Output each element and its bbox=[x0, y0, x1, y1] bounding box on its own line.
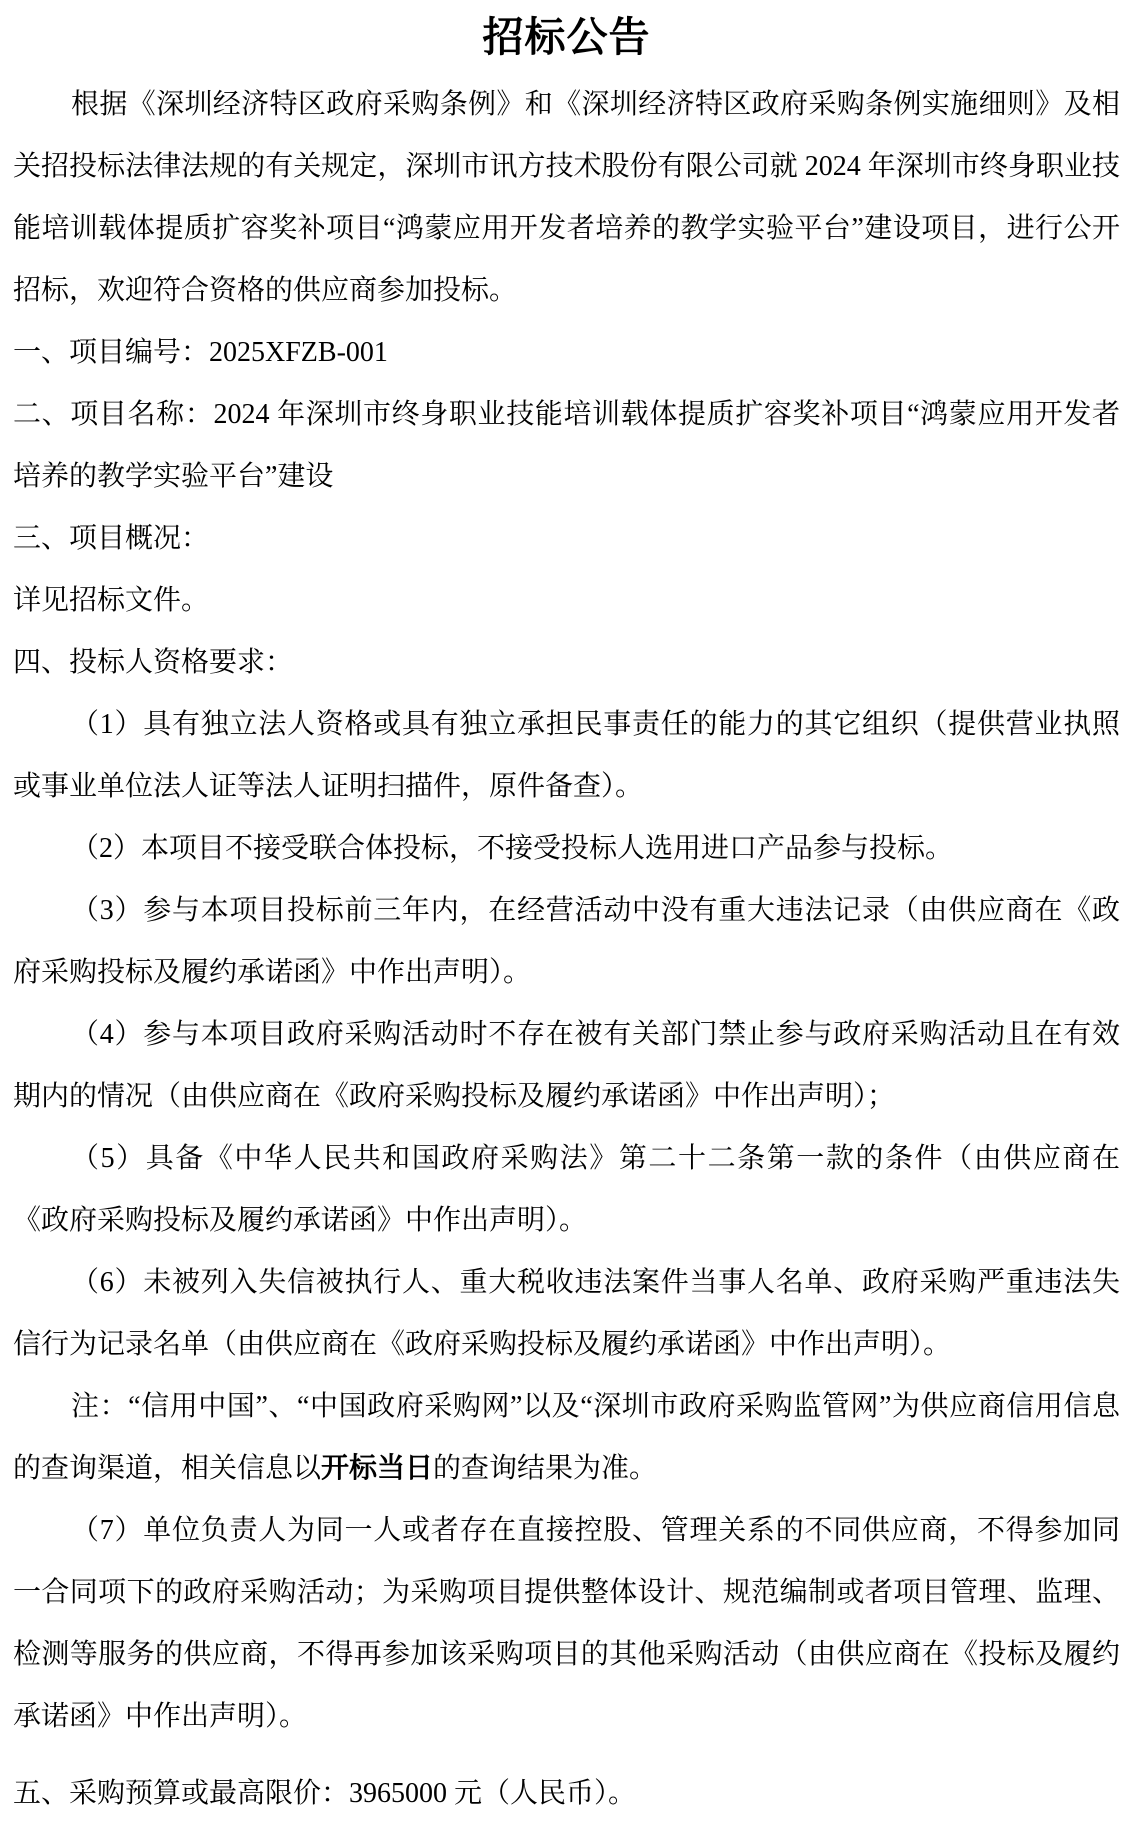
section-project-number: 一、项目编号：2025XFZB-001 bbox=[13, 337, 388, 368]
qualification-item-1: （1）具有独立法人资格或具有独立承担民事责任的能力的其它组织（提供营业执照或事业单位法人证等法人证明扫描件，原件备查）。 bbox=[13, 709, 1120, 802]
qualification-item-5: （5）具备《中华人民共和国政府采购法》第二十二条第一款的条件（由供应商在《政府采购投标及履约承诺函》中作出声明）。 bbox=[13, 1143, 1120, 1236]
credit-note-post: 的查询结果为准。 bbox=[433, 1453, 658, 1484]
credit-note-paragraph bbox=[13, 1376, 1120, 1500]
qualification-item-6: （6）未被列入失信被执行人、重大税收违法案件当事人名单、政府采购严重违法失信行为记录名单（由供应商在《政府采购投标及履约承诺函》中作出声明）。 bbox=[13, 1267, 1120, 1360]
section-project-name: 二、项目名称：2024 年深圳市终身职业技能培训载体提质扩容奖补项目“鸿蒙应用开发者培养的教学实验平台”建设 bbox=[13, 399, 1120, 492]
credit-note-bold-open-bid-day: 开标当日 bbox=[321, 1453, 434, 1484]
credit-note-pre: 注：“信用中国”、“中国政府采购网”以及“深圳市政府采购监管网”为供应商信用信息的查询渠道，相关信息以 bbox=[13, 1391, 1120, 1484]
document-title: 招标公告 bbox=[482, 14, 651, 60]
section-project-overview: 三、项目概况： bbox=[13, 523, 210, 554]
intro-paragraph: 根据《深圳经济特区政府采购条例》和《深圳经济特区政府采购条例实施细则》及相关招投标法律法规的有关规定，深圳市讯方技术股份有限公司就 2024 年深圳市终身职业技能培训载体提质扩容奖补项目“鸿蒙应用开发者培养的教学实验平台”建设项目，进行公开招标，欢迎符合资格的供应商参加投标。 bbox=[13, 89, 1120, 306]
qualification-item-4: （4）参与本项目政府采购活动时不存在被有关部门禁止参与政府采购活动且在有效期内的情况（由供应商在《政府采购投标及履约承诺函》中作出声明）； bbox=[13, 1019, 1120, 1112]
qualification-item-3: （3）参与本项目投标前三年内，在经营活动中没有重大违法记录（由供应商在《政府采购投标及履约承诺函》中作出声明）。 bbox=[13, 895, 1120, 988]
overview-detail: 详见招标文件。 bbox=[13, 585, 210, 616]
qualification-item-7: （7）单位负责人为同一人或者存在直接控股、管理关系的不同供应商，不得参加同一合同项下的政府采购活动；为采购项目提供整体设计、规范编制或者项目管理、监理、检测等服务的供应商，不得再参加该采购项目的其他采购活动（由供应商在《投标及履约承诺函》中作出声明）。 bbox=[13, 1515, 1120, 1732]
section-budget-limit: 五、采购预算或最高限价：3965000 元（人民币）。 bbox=[13, 1778, 637, 1809]
section-bidder-qualifications: 四、投标人资格要求： bbox=[13, 647, 294, 678]
qualification-item-2: （2）本项目不接受联合体投标，不接受投标人选用进口产品参与投标。 bbox=[71, 833, 954, 864]
